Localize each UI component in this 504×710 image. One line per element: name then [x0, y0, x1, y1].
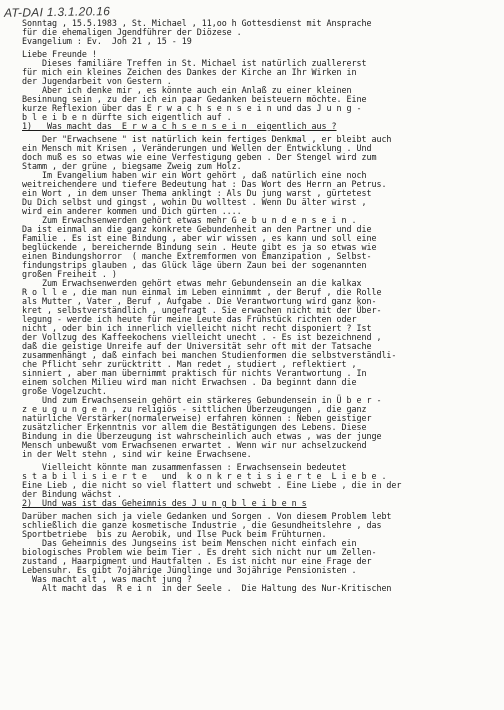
text-line: Sportbetriebe bis zu Aerobik, und Ilse Puck beim Frühturnen. — [22, 529, 327, 539]
text-line: Besinnung sein , zu der ich ein paar Gedanken beisteuern möchte. Eine — [22, 94, 367, 104]
text-line: Zum Erwachsenwerden gehört etwas mehr Gebundensein an die kalkax — [22, 278, 362, 288]
text-line: Liebe Freunde ! — [22, 49, 97, 59]
text-line: Im Evangelium haben wir ein Wort gehört , daß natürlich eine noch — [22, 170, 367, 180]
text-line: einem solchen Milieu wird man nicht Erwachsen . Da beginnt dann die — [22, 377, 357, 387]
text-line: der Vollzug des Kaffeekochens vielleicht unecht . - Es ist bezeichnend , — [22, 332, 382, 342]
text-line: Und zum Erwachsensein gehört ein stärkeres Gebundensein in Ü b e r - — [22, 395, 382, 405]
text-line: in der Welt stehn , sind wir keine Erwachsene. — [22, 449, 252, 459]
text-line: natürliche Verstärker(normalerweise) erfahren können : Neben geistiger — [22, 413, 372, 423]
text-line: che Pflicht sehr zurücktritt . Man redet , studiert , reflektiert , — [22, 359, 357, 369]
text-line: ein Mensch mit Krisen , Veränderungen und Wellen der Entwicklung . Und — [22, 143, 372, 153]
text-line: wird ein anderer kommen und Dich gürten .... — [22, 206, 242, 216]
text-line: Familie . Es ist eine Bindung , aber wir wissen , es kann und soll eine — [22, 233, 377, 243]
text-line: Bindung in die Überzeugung ist wahrscheinlich auch etwas , was der junge — [22, 431, 382, 441]
text-line: Mensch unbewußt vom Erwachsenen erwartet . Wenn wir nur achselzuckend — [22, 440, 367, 450]
text-line: für mich ein kleines Zeichen des Dankes der Kirche an Ihr Wirken in — [22, 67, 357, 77]
text-line: kurze Reflexion über das E r w a c h s e n s e i n und das J u n g - — [22, 103, 362, 113]
text-line: Sonntag , 15.5.1983 , St. Michael , 11,oo h Gottesdienst mit Ansprache — [22, 18, 372, 28]
text-line: für die ehemaligen Jgendführer der Diözese . — [22, 27, 242, 37]
text-line: Dieses familiäre Treffen in St. Michael ist natürlich zuallererst — [22, 58, 367, 68]
text-line: b l e i b e n dürfte sich eigentlich auf . — [22, 112, 232, 122]
text-line: ein Wort , in dem unser Thema anklingt : Als Du jung warst , gürtetest — [22, 188, 372, 198]
text-line: nicht , oder bin ich innerlich vielleicht nicht recht disponiert ? Ist — [22, 323, 372, 333]
archive-stamp: AT-DAI 1.3.1.20.16 — [3, 4, 111, 20]
text-line: Vielleicht könnte man zusammenfassen : Erwachsensein bedeutet — [22, 462, 347, 472]
text-line: zusätzlicher Erkenntnis vor allem die Bestätigungen des Lebens. Diese — [22, 422, 367, 432]
text-line: R o l l e , die man nun einmal im Leben einnimmt , der Beruf , die Rolle — [22, 287, 382, 297]
text-line: 1) Was macht das E r w a c h s e n s e i n eigentlich aus ? — [22, 121, 337, 131]
text-line: schließlich die ganze kosmetische Industrie , die Gesundheitslehre , das — [22, 520, 382, 530]
text-line: s t a b i l i s i e r t e und k o n k r e t i s i e r t e L i e b e . — [22, 471, 387, 481]
text-line: Darüber machen sich ja viele Gedanken und Sorgen . Von diesem Problem lebt — [22, 511, 392, 521]
text-line: weitreichendere und tiefere Bedeutung hat : Das Wort des Herrn an Petrus. — [22, 179, 387, 189]
text-line: einen Bindungshorror ( manche Extremformen von Emanzipation , Selbst- — [22, 251, 372, 261]
text-line: 2) Und was ist das Geheimnis des J u n g b l e i b e n s — [22, 498, 307, 508]
text-line: Zum Erwachsenwerden gehört etwas mehr G e b u n d e n s e i n . — [22, 215, 357, 225]
text-line: zustand , Haarpigment und Hautfalten . Es ist nicht nur eine Frage der — [22, 556, 372, 566]
text-line: findungstrips glauben , das Glück läge übern Zaun bei der sogenannten — [22, 260, 367, 270]
text-line: Da ist einmal an die ganz konkrete Gebundenheit an den Partner und die — [22, 224, 372, 234]
text-line: doch muß es so etwas wie eine Verfestigung geben . Der Stengel wird zum — [22, 152, 377, 162]
text-line: zusammenhängt , daß einfach bei manchen Studienformen die selbstverständli- — [22, 350, 397, 360]
text-line: der Bindung wächst . — [22, 489, 122, 499]
text-line: Was macht alt , was macht jung ? — [22, 574, 192, 584]
text-line: Der "Erwachsene " ist natürlich kein fertiges Denkmal , er bleibt auch — [22, 134, 392, 144]
text-line: große Vogelzucht. — [22, 386, 107, 396]
document-body — [22, 19, 502, 593]
text-line: biologisches Problem wie beim Tier . Es dreht sich nicht nur um Zellen- — [22, 547, 377, 557]
text-line: Stamm , der grüne , biegsame Zweig zum Holz. — [22, 161, 242, 171]
text-line: als Mutter , Vater , Beruf , Aufgabe . Die Verantwortung wird ganz kon- — [22, 296, 377, 306]
text-line: daß die geistige Unreife auf der Universität sehr oft mit der Tatsache — [22, 341, 372, 351]
text-line: großen Freiheit . ) — [22, 269, 117, 279]
text-line: Das Geheimnis des Jungseins ist beim Menschen nicht einfach ein — [22, 538, 357, 548]
text-line: Aber ich denke mir , es könnte auch ein Anlaß zu einer kleinen — [22, 85, 352, 95]
text-line: sinniert , aber man übernimmt praktisch für nichts Verantwortung . In — [22, 368, 367, 378]
text-line: Alt macht das R e i n in der Seele . Die Haltung des Nur-Kritischen — [22, 583, 392, 593]
text-line: der Jugendarbeit von Gestern . — [22, 76, 172, 86]
text-line: kret , selbstverständlich , ungefragt . Sie erwachen nicht mit der Über- — [22, 305, 382, 315]
text-line: Du Dich selbst und gingst , wohin Du wolltest . Wenn Du älter wirst , — [22, 197, 367, 207]
text-line: z e u g u n g e n , zu religiös - sittlichen Überzeugungen , die ganz — [22, 404, 367, 414]
text-line: legung - werde ich heute für meine Leute das Frühstück richten oder — [22, 314, 357, 324]
text-line: Evangelium : Ev. Joh 21 , 15 - 19 — [22, 36, 192, 46]
text-line: Lebensuhr. Es gibt 7ojährige Jünglinge und 3ojährige Pensionisten . — [22, 565, 357, 575]
text-line: beglückende , bereichernde Bindung sein . Heute gibt es ja so etwas wie — [22, 242, 377, 252]
text-line: Eine Lieb , die nicht so viel flattert und schwebt . Eine Liebe , die in der — [22, 480, 402, 490]
